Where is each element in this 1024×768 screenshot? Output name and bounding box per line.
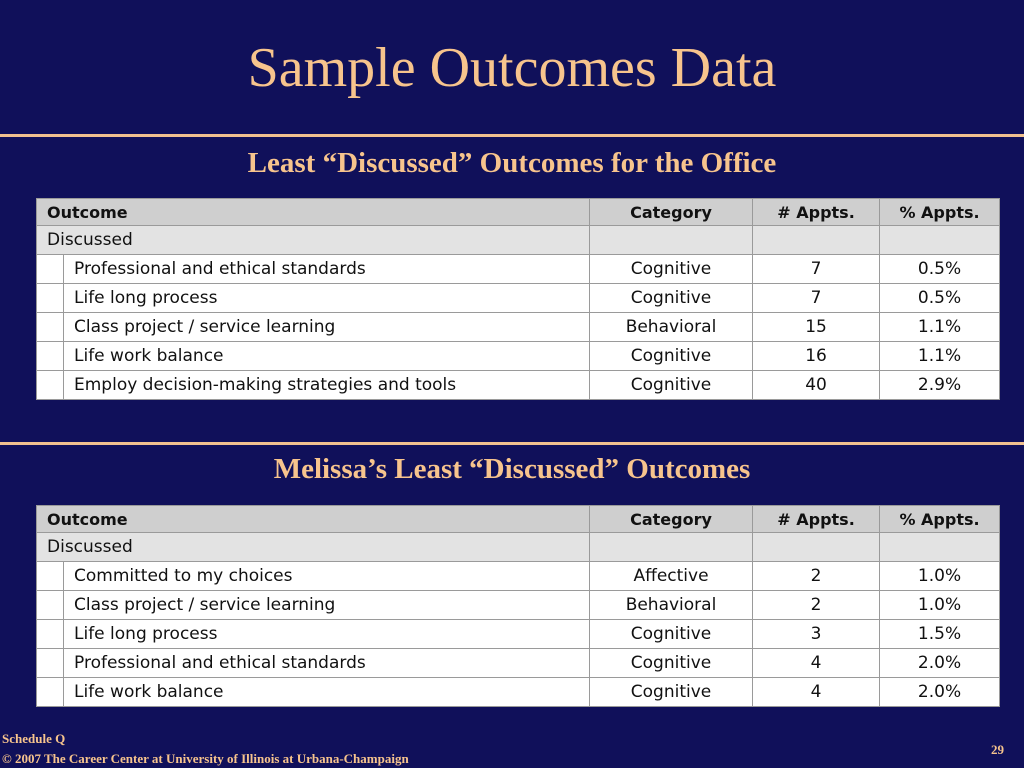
category-cell: Affective <box>590 562 753 591</box>
outcome-cell: Class project / service learning <box>64 591 590 620</box>
table-row <box>37 678 1000 707</box>
appts-cell: 2 <box>753 562 880 591</box>
indent-cell <box>37 284 64 313</box>
category-cell: Cognitive <box>590 284 753 313</box>
table-row <box>37 562 1000 591</box>
header-category: Category <box>590 199 753 226</box>
header-outcome: Outcome <box>37 199 590 226</box>
pct-cell: 2.0% <box>880 678 1000 707</box>
indent-cell <box>37 342 64 371</box>
header-pct: % Appts. <box>880 199 1000 226</box>
outcome-cell: Life long process <box>64 620 590 649</box>
footer-schedule: Schedule Q <box>2 731 66 746</box>
group-cell <box>753 226 880 255</box>
group-row <box>37 533 1000 562</box>
pct-cell: 1.1% <box>880 313 1000 342</box>
outcome-cell: Life work balance <box>64 678 590 707</box>
outcome-cell: Life work balance <box>64 342 590 371</box>
indent-cell <box>37 591 64 620</box>
outcome-cell: Life long process <box>64 284 590 313</box>
header-appts: # Appts. <box>753 199 880 226</box>
group-row <box>37 226 1000 255</box>
group-cell <box>590 533 753 562</box>
office-outcomes-table <box>36 198 1000 400</box>
appts-cell: 16 <box>753 342 880 371</box>
pct-cell: 2.9% <box>880 371 1000 400</box>
indent-cell <box>37 562 64 591</box>
appts-cell: 15 <box>753 313 880 342</box>
appts-cell: 4 <box>753 649 880 678</box>
indent-cell <box>37 620 64 649</box>
group-cell <box>880 226 1000 255</box>
header-appts: # Appts. <box>753 506 880 533</box>
pct-cell: 1.0% <box>880 562 1000 591</box>
group-label: Discussed <box>37 533 590 562</box>
outcome-cell: Class project / service learning <box>64 313 590 342</box>
group-cell <box>880 533 1000 562</box>
category-cell: Cognitive <box>590 371 753 400</box>
category-cell: Behavioral <box>590 313 753 342</box>
slide-title: Sample Outcomes Data <box>247 37 777 99</box>
pct-cell: 1.1% <box>880 342 1000 371</box>
table-row <box>37 342 1000 371</box>
group-cell <box>753 533 880 562</box>
table-row <box>37 591 1000 620</box>
appts-cell: 7 <box>753 284 880 313</box>
appts-cell: 3 <box>753 620 880 649</box>
page-number: 29 <box>991 742 1004 757</box>
pct-cell: 0.5% <box>880 284 1000 313</box>
group-cell <box>590 226 753 255</box>
outcome-cell: Professional and ethical standards <box>64 649 590 678</box>
header-category: Category <box>590 506 753 533</box>
table-row <box>37 255 1000 284</box>
header-pct: % Appts. <box>880 506 1000 533</box>
category-cell: Cognitive <box>590 678 753 707</box>
table-row <box>37 313 1000 342</box>
table-header-row <box>37 199 1000 226</box>
appts-cell: 7 <box>753 255 880 284</box>
table-header-row <box>37 506 1000 533</box>
table-row <box>37 649 1000 678</box>
outcome-cell: Professional and ethical standards <box>64 255 590 284</box>
indent-cell <box>37 649 64 678</box>
category-cell: Behavioral <box>590 591 753 620</box>
category-cell: Cognitive <box>590 649 753 678</box>
table-row <box>37 284 1000 313</box>
appts-cell: 40 <box>753 371 880 400</box>
outcome-cell: Committed to my choices <box>64 562 590 591</box>
category-cell: Cognitive <box>590 342 753 371</box>
appts-cell: 2 <box>753 591 880 620</box>
pct-cell: 1.0% <box>880 591 1000 620</box>
indent-cell <box>37 255 64 284</box>
divider-top <box>0 134 1024 137</box>
appts-cell: 4 <box>753 678 880 707</box>
pct-cell: 2.0% <box>880 649 1000 678</box>
footer-copyright: © 2007 The Career Center at University of Illinois at Urbana-Champaign <box>2 751 409 766</box>
indent-cell <box>37 371 64 400</box>
category-cell: Cognitive <box>590 620 753 649</box>
indent-cell <box>37 313 64 342</box>
header-outcome: Outcome <box>37 506 590 533</box>
section2-title: Melissa’s Least “Discussed” Outcomes <box>273 453 751 485</box>
table-row <box>37 371 1000 400</box>
category-cell: Cognitive <box>590 255 753 284</box>
section1-title: Least “Discussed” Outcomes for the Office <box>247 147 777 179</box>
table-row <box>37 620 1000 649</box>
pct-cell: 1.5% <box>880 620 1000 649</box>
group-label: Discussed <box>37 226 590 255</box>
pct-cell: 0.5% <box>880 255 1000 284</box>
outcome-cell: Employ decision-making strategies and tools <box>64 371 590 400</box>
indent-cell <box>37 678 64 707</box>
divider-middle <box>0 442 1024 445</box>
melissa-outcomes-table <box>36 505 1000 707</box>
